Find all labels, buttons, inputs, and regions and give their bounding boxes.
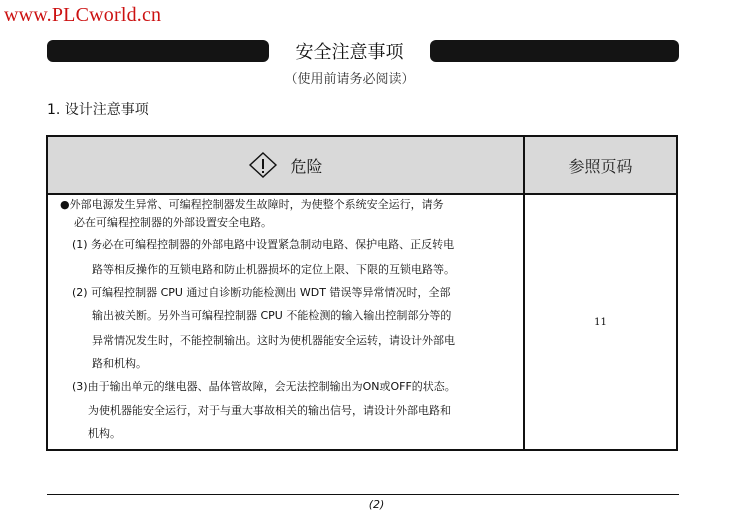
table-header	[48, 137, 676, 195]
ref-page-number: 11	[594, 316, 607, 328]
danger-line: ●外部电源发生异常、可编程控制器发生故障时，为使整个系统安全运行，请务	[60, 198, 444, 211]
danger-content	[48, 195, 525, 449]
title-band-right	[430, 40, 679, 62]
danger-line: 机构。	[88, 427, 121, 440]
danger-line: (2) 可编程控制器 CPU 通过自诊断功能检测出 WDT 错误等异常情况时，全部	[72, 286, 451, 299]
title-band-left	[47, 40, 269, 62]
page-title: 安全注意事项	[295, 42, 404, 63]
danger-header	[48, 137, 525, 193]
safety-table	[46, 135, 678, 451]
page-subtitle: （使用前请务必阅读）	[284, 72, 415, 87]
watermark-url: www.PLCworld.cn	[4, 4, 162, 26]
danger-line: 必在可编程控制器的外部设置安全电路。	[74, 216, 272, 229]
danger-line: 异常情况发生时，不能控制输出。这时为使机器能安全运转，请设计外部电	[92, 334, 455, 347]
danger-line: (3)由于输出单元的继电器、晶体管故障，会无法控制输出为ON或OFF的状态。	[72, 380, 456, 393]
danger-line: 为使机器能安全运行，对于与重大事故相关的输出信号，请设计外部电路和	[88, 404, 451, 417]
page-number: (2)	[368, 498, 385, 511]
danger-line: 路等相反操作的互锁电路和防止机器损坏的定位上限、下限的互锁电路等。	[92, 263, 455, 276]
ref-page-cell	[525, 195, 676, 449]
danger-line: (1) 务必在可编程控制器的外部电路中设置紧急制动电路、保护电路、正反转电	[72, 238, 455, 251]
warning-icon	[248, 151, 278, 179]
footer-divider	[47, 494, 679, 495]
danger-line: 路和机构。	[92, 357, 147, 370]
ref-page-header: 参照页码	[568, 156, 633, 176]
danger-line: 输出被关断。另外当可编程控制器 CPU 不能检测的输入输出控制部分等的	[92, 309, 452, 322]
danger-label: 危险	[290, 156, 323, 176]
section-heading: 1. 设计注意事项	[47, 102, 149, 118]
